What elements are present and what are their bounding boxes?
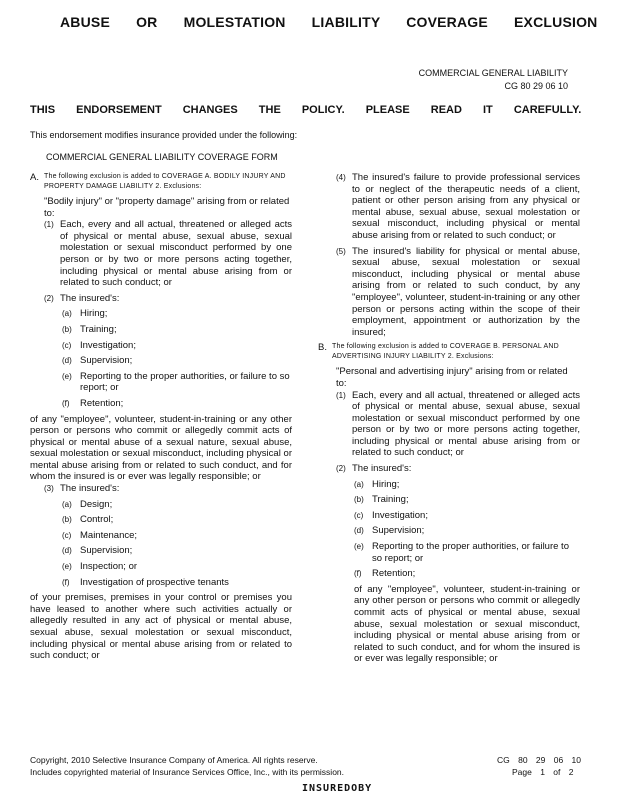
- item-number: (5): [336, 246, 346, 256]
- item-text: The insured's failure to provide professional services to or neglect of the therapeutic needs of a client, patient or other person arising from any physical or mental abuse, sexual abuse, sexual molestation or sexual misconduct, including physical or mental abuse arising from or related to such conduct; or: [352, 172, 580, 241]
- section-b-item-2-sub-f: (f) Retention;: [354, 568, 416, 580]
- header-line-of-business: COMMERCIAL GENERAL LIABILITY: [418, 68, 568, 78]
- section-a-intro: [30, 172, 292, 192]
- section-a-item-2-tail: of any "employee", volunteer, student-in-training or any other person or persons who commit or allegedly commit acts of physical or mental abuse of a sexual nature, sexual abuse, sexual molestation or sexual misconduct, including physical or mental abuse arising from or related to such conduct, and for whom the insured is or ever was legally responsible; or: [30, 413, 292, 483]
- section-b-item-2-sub-c: (c) Investigation;: [354, 509, 428, 521]
- section-a-item-2-sub-d: (d) Supervision;: [62, 355, 133, 367]
- section-a-item-3-sub-a: (a) Design;: [62, 498, 113, 510]
- section-a-item-2: [44, 293, 292, 305]
- footer-page-number: Page 1 of 2: [512, 767, 574, 777]
- section-a-intro-text: The following exclusion is added to COVERAGE A. BODILY INJURY AND PROPERTY DAMAGE LIABILITY 2. Exclusions:: [44, 173, 286, 190]
- section-a-item-3-sub-c: (c) Maintenance;: [62, 529, 138, 541]
- section-b-item-2-tail: of any "employee", volunteer, student-in-training or any other person or persons who commit or allegedly commit acts of physical or mental abuse, sexual abuse, sexual molestation or sexual misconduct, including physical or mental abuse arising from or related to such conduct, and for whom the insured is or ever was legally responsible; or: [354, 583, 580, 665]
- item-text: The insured's:: [60, 292, 120, 304]
- section-b-intro: [318, 342, 580, 362]
- section-a-item-2-sub-b: (b) Training;: [62, 323, 117, 335]
- footer-form-code: CG 80 29 06 10: [497, 755, 582, 765]
- section-a-item-2-sub-c: (c) Investigation;: [62, 339, 136, 351]
- footer-includes: Includes copyrighted material of Insurance Services Office, Inc., with its permission.: [30, 767, 345, 777]
- modifies-statement: This endorsement modifies insurance provided under the following:: [30, 130, 298, 140]
- section-b-item-1: [336, 390, 580, 460]
- section-a-item-2-sub-a: (a) Hiring;: [62, 308, 108, 320]
- item-number: (1): [336, 390, 346, 400]
- section-a-item-3-sub-f: (f) Investigation of prospective tenants: [62, 576, 229, 588]
- section-letter: B.: [318, 342, 327, 354]
- item-text: The insured's liability for physical or mental abuse, sexual abuse, sexual molestation or sexual misconduct, including physical or mental abuse arising from or related to such conduct, by any "employee", volunteer, student-in-training or any other person or persons acting within the scope of their employment, appointment or authorization by the insured;: [352, 245, 580, 338]
- section-b-intro-text: The following exclusion is added to COVERAGE B. PERSONAL AND ADVERTISING INJURY LIABILITY 2. Exclusions:: [332, 343, 559, 361]
- section-b-item-2-sub-e: (e) Reporting to the proper authorities, or failure to so report; or: [354, 541, 569, 564]
- section-a-lead: "Bodily injury" or "property damage" arising from or related to:: [44, 196, 290, 219]
- item-text: Each, every and all actual, threatened or alleged acts of physical or mental abuse, sexual abuse, sexual molestation or sexual misconduct performed by one person or by two or more persons acting together, including physical or mental abuse arising from or related to such conduct; or: [352, 389, 580, 459]
- section-a-item-4: [336, 172, 580, 242]
- coverage-form-name: COMMERCIAL GENERAL LIABILITY COVERAGE FORM: [46, 152, 278, 162]
- endorsement-notice: THIS ENDORSEMENT CHANGES THE POLICY. PLEASE READ IT CAREFULLY.: [30, 104, 582, 116]
- section-b-item-2: [336, 463, 580, 475]
- header-form-code: CG 80 29 06 10: [504, 81, 568, 91]
- left-column: [30, 172, 292, 662]
- item-number: (2): [44, 293, 54, 303]
- footer-brand-mark: INSUREDOBY: [302, 783, 373, 794]
- section-letter: A.: [30, 172, 39, 183]
- section-a-item-2-sub-e: (e) Reporting to the proper authorities, or failure to so report; or: [62, 370, 290, 394]
- item-text: Each, every and all actual, threatened or alleged acts of physical or mental abuse, sexual abuse, sexual molestation or sexual misconduct performed by one person or by two or more persons acting together, including physical or mental abuse arising from or related to such conduct; or: [60, 219, 292, 289]
- section-a-item-3-sub-d: (d) Supervision;: [62, 545, 133, 557]
- section-b-item-2-sub-d: (d) Supervision;: [354, 525, 425, 537]
- item-text: The insured's:: [60, 483, 120, 495]
- item-number: (1): [44, 220, 54, 230]
- section-a-item-3: [44, 483, 292, 495]
- section-a-item-3-sub-e: (e) Inspection; or: [62, 561, 138, 573]
- document-title: ABUSE OR MOLESTATION LIABILITY COVERAGE EXCLUSION: [60, 14, 598, 30]
- footer-copyright: Copyright, 2010 Selective Insurance Company of America. All rights reserve.: [30, 755, 318, 765]
- section-b-item-2-sub-a: (a) Hiring;: [354, 478, 400, 490]
- item-number: (4): [336, 173, 346, 182]
- section-a-item-1: [44, 219, 292, 289]
- section-a-item-3-tail: of your premises, premises in your control or premises you have leased to another where such activities actually or allegedly resulted in any act of physical or mental abuse, sexual abuse, sexual molestation or sexual misconduct, including physical or mental abuse arising from or related to such conduct; or: [30, 592, 292, 662]
- section-a-item-3-sub-b: (b) Control;: [62, 514, 114, 526]
- section-a-item-5: [336, 246, 580, 339]
- section-a-item-2-sub-f: (f) Retention;: [62, 397, 124, 409]
- item-number: (3): [44, 484, 54, 494]
- section-b-lead: "Personal and advertising injury" arising from or related to:: [336, 366, 568, 389]
- section-b-item-2-sub-b: (b) Training;: [354, 494, 409, 506]
- item-number: (2): [336, 464, 346, 474]
- right-column: [318, 172, 580, 665]
- item-text: The insured's:: [352, 463, 412, 475]
